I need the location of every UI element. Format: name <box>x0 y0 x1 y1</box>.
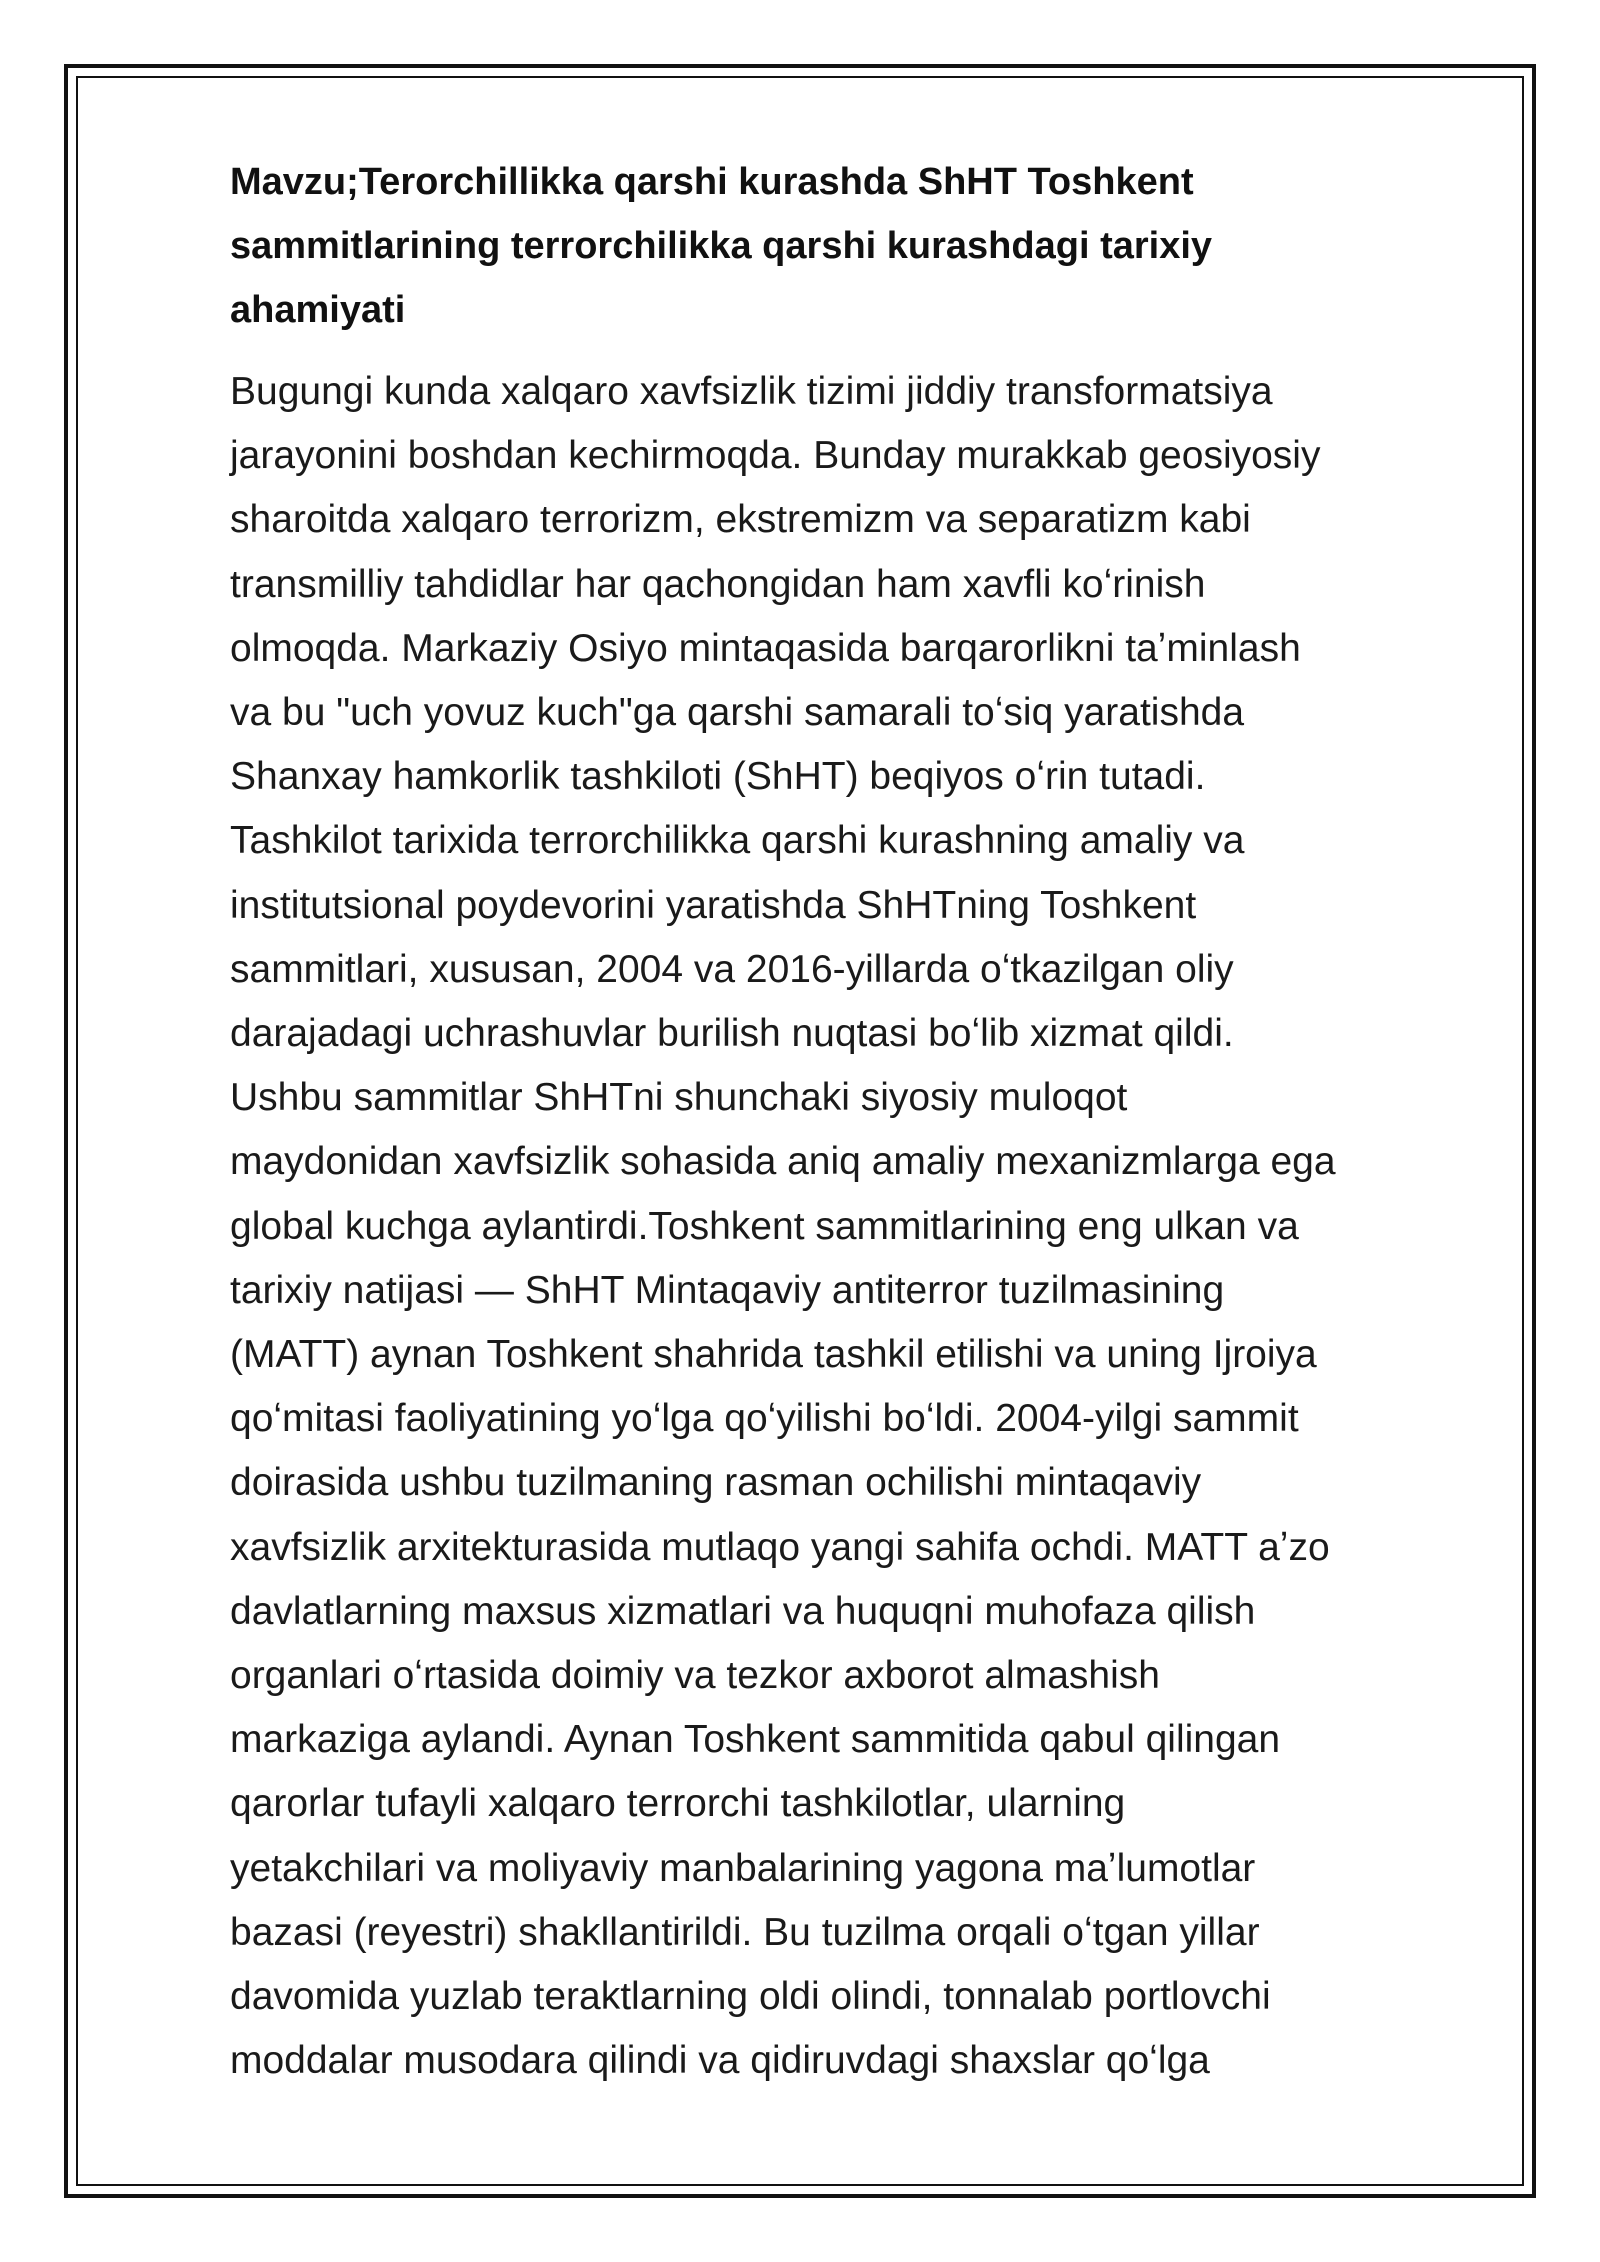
body-line: (MATT) aynan Toshkent shahrida tashkil etilishi va uning Ijroiya <box>230 1333 1317 1377</box>
body-line: sammitlari, xususan, 2004 va 2016-yillarda oʻtkazilgan oliy <box>230 947 1234 991</box>
body-line: davlatlarning maxsus xizmatlari va huquqni muhofaza qilish <box>230 1589 1256 1633</box>
body-line: davomida yuzlab teraktlarning oldi olindi, tonnalab portlovchi <box>230 1975 1271 2019</box>
body-line: yetakchilari va moliyaviy manbalarining yagona maʼlumotlar <box>230 1846 1256 1890</box>
body-line: jarayonini boshdan kechirmoqda. Bunday murakkab geosiyosiy <box>230 434 1321 478</box>
title-line: sammitlarining terrorchilikka qarshi kurashdagi tarixiy <box>230 225 1213 267</box>
body-line: va bu "uch yovuz kuch"ga qarshi samarali toʻsiq yaratishda <box>230 691 1245 735</box>
document-content <box>230 150 1500 2093</box>
body-line: moddalar musodara qilindi va qidiruvdagi shaxslar qoʻlga <box>230 2039 1210 2083</box>
title-line: Mavzu;Terorchillikka qarshi kurashda ShHT Toshkent <box>230 161 1194 203</box>
body-line: bazasi (reyestri) shakllantirildi. Bu tuzilma orqali oʻtgan yillar <box>230 1910 1260 1954</box>
body-line: qoʻmitasi faoliyatining yoʻlga qoʻyilishi boʻldi. 2004-yilgi sammit <box>230 1397 1299 1441</box>
body-line: organlari oʻrtasida doimiy va tezkor axborot almashish <box>230 1654 1160 1698</box>
document-body <box>230 360 1500 2093</box>
body-line: Shanxay hamkorlik tashkiloti (ShHT) beqiyos oʻrin tutadi. <box>230 755 1206 799</box>
body-line: xavfsizlik arxitekturasida mutlaqo yangi sahifa ochdi. MATT aʼzo <box>230 1525 1330 1569</box>
body-line: doirasida ushbu tuzilmaning rasman ochilishi mintaqaviy <box>230 1461 1202 1505</box>
body-line: Tashkilot tarixida terrorchilikka qarshi kurashning amaliy va <box>230 819 1245 863</box>
body-line: global kuchga aylantirdi.Toshkent sammitlarining eng ulkan va <box>230 1204 1299 1248</box>
body-line: sharoitda xalqaro terrorizm, ekstremizm va separatizm kabi <box>230 498 1251 542</box>
body-line: transmilliy tahdidlar har qachongidan ham xavfli koʻrinish <box>230 562 1206 606</box>
body-line: Bugungi kunda xalqaro xavfsizlik tizimi jiddiy transformatsiya <box>230 370 1273 413</box>
document-title <box>230 150 1500 342</box>
body-line: markaziga aylandi. Aynan Toshkent sammitida qabul qilingan <box>230 1718 1281 1762</box>
body-line: olmoqda. Markaziy Osiyo mintaqasida barqarorlikni taʼminlash <box>230 626 1301 670</box>
title-line: ahamiyati <box>230 289 406 331</box>
body-line: maydonidan xavfsizlik sohasida aniq amaliy mexanizmlarga ega <box>230 1140 1336 1184</box>
body-line: tarixiy natijasi — ShHT Mintaqaviy antiterror tuzilmasining <box>230 1268 1225 1312</box>
body-line: Ushbu sammitlar ShHTni shunchaki siyosiy muloqot <box>230 1076 1128 1120</box>
body-line: darajadagi uchrashuvlar burilish nuqtasi boʻlib xizmat qildi. <box>230 1012 1234 1056</box>
body-line: qarorlar tufayli xalqaro terrorchi tashkilotlar, ularning <box>230 1782 1126 1826</box>
body-line: institutsional poydevorini yaratishda ShHTning Toshkent <box>230 883 1197 927</box>
